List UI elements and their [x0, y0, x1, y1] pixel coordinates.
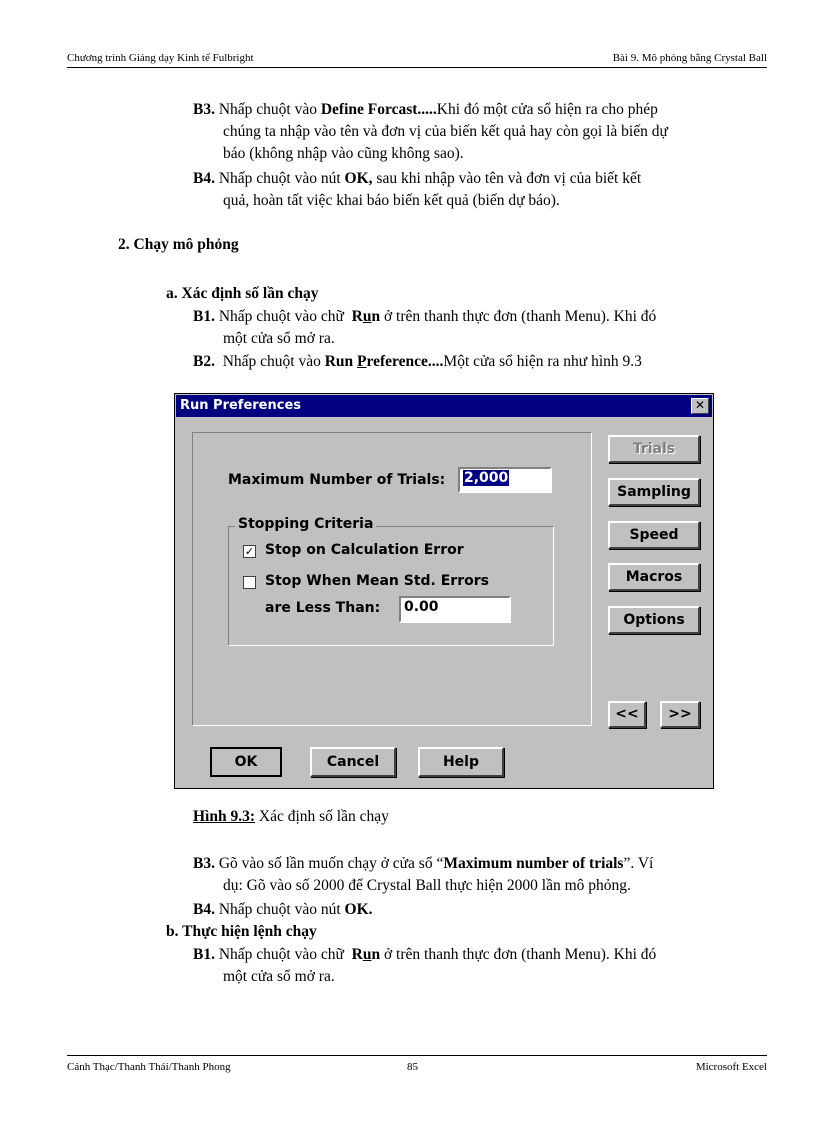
header-rule [67, 67, 767, 68]
stop-on-error-checkbox[interactable]: ✓ [244, 545, 255, 558]
macros-button[interactable]: Macros [608, 563, 700, 591]
subsection-a-heading: a. Xác định số lần chạy [166, 285, 319, 302]
less-than-input[interactable]: 0.00 [399, 596, 511, 623]
close-icon[interactable]: ✕ [691, 398, 709, 414]
stopping-criteria-title: Stopping Criteria [235, 516, 376, 532]
figure-caption: Hình 9.3: Xác định số lần chạy [193, 808, 389, 825]
paragraph-b-b1: B1. Nhấp chuột vào chữ Run ở trên thanh thực đơn (thanh Menu). Khi đó một cửa sổ mở ra. [193, 946, 657, 985]
sampling-button[interactable]: Sampling [608, 478, 700, 506]
next-button[interactable]: >> [660, 701, 700, 728]
dialog-titlebar [176, 395, 712, 417]
paragraph-b4-bottom: B4. Nhấp chuột vào nút OK. [193, 901, 373, 918]
stop-mean-errors-checkbox[interactable] [243, 576, 256, 589]
header-right: Bài 9. Mô phỏng bằng Crystal Ball [612, 52, 767, 64]
paragraph-a-b1: B1. Nhấp chuột vào chữ Run ở trên thanh thực đơn (thanh Menu). Khi đó một cửa sổ mở ra. [193, 308, 657, 347]
cancel-button[interactable]: Cancel [310, 747, 396, 777]
paragraph-b3-bottom: B3. Gõ vào số lần muốn chạy ở cửa sổ “Maximum number of trials”. Ví dụ: Gõ vào số 2000 để Crystal Ball thực hiện 2000 lần mô phỏng. [193, 855, 654, 894]
header-left: Chương trình Giảng dạy Kinh tế Fulbright [67, 52, 254, 64]
subsection-b-heading: b. Thực hiện lệnh chạy [166, 923, 317, 940]
trials-button: Trials [608, 435, 700, 463]
help-button[interactable]: Help [418, 747, 504, 777]
ok-button[interactable]: OK [210, 747, 282, 777]
previous-button[interactable]: << [608, 701, 646, 728]
paragraph-b3-top: B3. Nhấp chuột vào Define Forcast.....Khi đó một cửa sổ hiện ra cho phép chúng ta nhập vào tên và đơn vị của biến kết quả hay còn gọi là biến dự báo (không nhập vào cũng không sao). [193, 101, 668, 162]
dialog-title: Run Preferences [180, 398, 302, 413]
footer-right: Microsoft Excel [695, 1061, 767, 1073]
options-button[interactable]: Options [608, 606, 700, 634]
run-preferences-dialog [174, 393, 714, 789]
max-trials-input[interactable]: 2,000 [458, 467, 552, 493]
page-number: 85 [407, 1061, 418, 1073]
stop-mean-errors-label[interactable]: Stop When Mean Std. Errors [265, 573, 489, 589]
speed-button[interactable]: Speed [608, 521, 700, 549]
footer-left: Cảnh Thạc/Thanh Thái/Thanh Phong [67, 1061, 231, 1073]
section-heading: 2. Chạy mô phỏng [118, 236, 239, 253]
paragraph-b4-top: B4. Nhấp chuột vào nút OK, sau khi nhập vào tên và đơn vị của biết kết quả, hoàn tất việc khai báo biến kết quả (biến dự báo). [193, 170, 642, 209]
paragraph-a-b2: B2. Nhấp chuột vào Run Preference....Một cửa sổ hiện ra như hình 9.3 [193, 353, 642, 370]
stop-on-error-label[interactable]: Stop on Calculation Error [265, 542, 464, 558]
max-trials-label: Maximum Number of Trials: [228, 472, 446, 488]
less-than-label: are Less Than: [265, 600, 381, 616]
footer-rule [67, 1055, 767, 1056]
